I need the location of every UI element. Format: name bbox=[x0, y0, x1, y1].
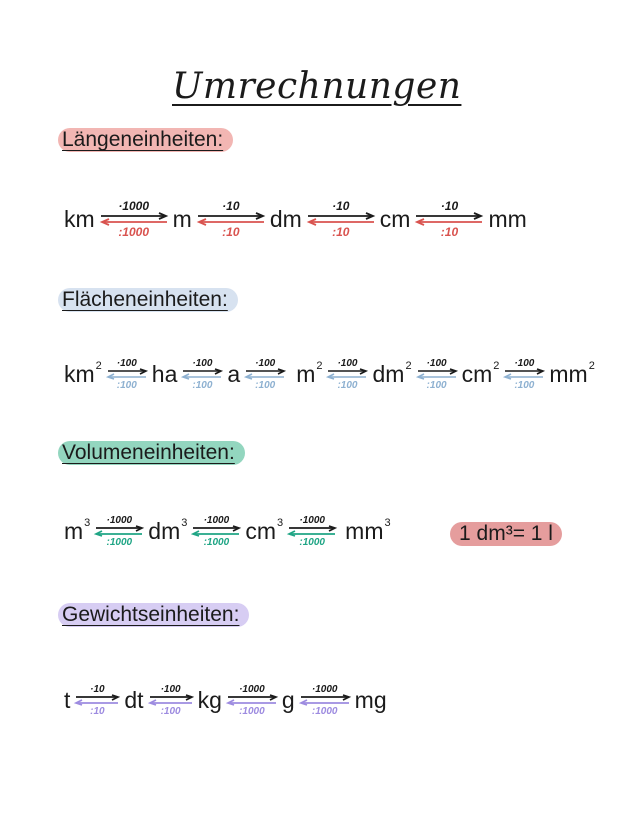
note-dm3-liter: 1 dm³= 1 l bbox=[450, 522, 562, 546]
factor-divide: :1000 bbox=[311, 706, 338, 717]
heading-length: Längeneinheiten: bbox=[58, 128, 233, 152]
converter-t-dt bbox=[74, 684, 120, 717]
unit-m2: $m^2$ bbox=[296, 360, 323, 387]
factor-divide: :100 bbox=[160, 706, 181, 717]
unit-ha: ha bbox=[151, 361, 178, 387]
factor-multiply: ·100 bbox=[426, 358, 447, 369]
factor-multiply: ·100 bbox=[192, 358, 213, 369]
factor-divide: :1000 bbox=[106, 537, 133, 548]
unit-mm: mm bbox=[488, 206, 527, 232]
factor-divide: :10 bbox=[440, 225, 459, 239]
double-arrow-icon bbox=[94, 526, 144, 536]
factor-divide: :1000 bbox=[299, 537, 325, 548]
unit-cm3: $cm^3$ bbox=[245, 517, 284, 544]
unit-mm2: $mm^2$ bbox=[549, 360, 595, 387]
unit-cm: cm bbox=[379, 206, 411, 232]
factor-divide: :1000 bbox=[203, 537, 230, 548]
factor-divide: :10 bbox=[90, 706, 105, 717]
factor-multiply: ·1000 bbox=[311, 684, 338, 695]
unit-cm2: $cm^2$ bbox=[461, 360, 500, 387]
factor-divide: :10 bbox=[332, 225, 350, 239]
double-arrow-icon bbox=[244, 369, 286, 379]
converter-cm2-mm2 bbox=[503, 358, 545, 391]
factor-multiply: ·10 bbox=[440, 199, 459, 213]
factor-multiply: ·10 bbox=[332, 199, 350, 213]
factor-divide: :100 bbox=[192, 380, 213, 391]
converter-m-dm bbox=[196, 200, 266, 239]
factor-divide: :100 bbox=[255, 380, 276, 391]
converter-dm-cm bbox=[306, 200, 376, 239]
factor-multiply: ·1000 bbox=[239, 684, 265, 695]
factor-multiply: ·10 bbox=[222, 199, 240, 213]
heading-area: Flächeneinheiten: bbox=[58, 288, 238, 312]
conversion-row-weight bbox=[62, 684, 389, 717]
double-arrow-icon bbox=[106, 369, 148, 379]
converter-dm3-cm3 bbox=[191, 515, 241, 548]
factor-multiply: ·1000 bbox=[203, 515, 230, 526]
converter-km2-ha bbox=[106, 358, 148, 391]
double-arrow-icon bbox=[191, 526, 241, 536]
converter-cm3-mm3 bbox=[287, 515, 337, 548]
factor-divide: :100 bbox=[514, 380, 535, 391]
converter-cm-mm bbox=[414, 200, 484, 239]
double-arrow-icon bbox=[196, 213, 266, 225]
unit-m: m bbox=[172, 206, 192, 232]
heading-weight: Gewichtseinheiten: bbox=[58, 603, 249, 627]
double-arrow-icon bbox=[306, 213, 376, 225]
factor-multiply: ·100 bbox=[514, 358, 535, 369]
double-arrow-icon bbox=[99, 213, 169, 225]
factor-multiply: ·100 bbox=[337, 358, 358, 369]
double-arrow-icon bbox=[416, 369, 458, 379]
unit-mg: mg bbox=[354, 687, 387, 713]
converter-ha-a bbox=[181, 358, 223, 391]
double-arrow-icon bbox=[326, 369, 368, 379]
factor-multiply: ·1000 bbox=[118, 199, 150, 213]
unit-dt: dt bbox=[124, 687, 144, 713]
converter-dm2-cm2 bbox=[416, 358, 458, 391]
page-title: Umrechnungen bbox=[172, 66, 462, 107]
factor-divide: :1000 bbox=[239, 706, 265, 717]
unit-dm2: $dm^2$ bbox=[372, 360, 412, 387]
converter-g-mg bbox=[299, 684, 351, 717]
factor-multiply: ·10 bbox=[90, 684, 105, 695]
unit-kg: kg bbox=[197, 687, 222, 713]
unit-dm: dm bbox=[269, 206, 302, 232]
unit-dm3: $dm^3$ bbox=[148, 517, 188, 544]
factor-multiply: ·1000 bbox=[106, 515, 133, 526]
converter-m2-dm2 bbox=[326, 358, 368, 391]
converter-km-m bbox=[99, 200, 169, 239]
double-arrow-icon bbox=[503, 369, 545, 379]
conversion-row-area bbox=[62, 358, 597, 391]
unit-km2: $km^2$ bbox=[64, 360, 102, 387]
factor-divide: :100 bbox=[426, 380, 447, 391]
converter-m3-dm3 bbox=[94, 515, 144, 548]
double-arrow-icon bbox=[414, 213, 484, 225]
unit-km: km bbox=[64, 206, 95, 232]
unit-t: t bbox=[64, 687, 71, 713]
double-arrow-icon bbox=[287, 526, 337, 536]
converter-kg-g bbox=[226, 684, 278, 717]
heading-volume: Volumeneinheiten: bbox=[58, 441, 245, 465]
conversion-row-length bbox=[62, 200, 529, 239]
unit-mm3: $mm^3$ bbox=[345, 517, 391, 544]
factor-multiply: ·100 bbox=[160, 684, 181, 695]
factor-multiply: ·100 bbox=[255, 358, 276, 369]
conversion-row-volume bbox=[62, 515, 393, 548]
unit-g: g bbox=[281, 687, 295, 713]
double-arrow-icon bbox=[181, 369, 223, 379]
converter-dt-kg bbox=[148, 684, 194, 717]
factor-divide: :1000 bbox=[118, 225, 150, 239]
double-arrow-icon bbox=[226, 695, 278, 705]
factor-divide: :10 bbox=[222, 225, 240, 239]
double-arrow-icon bbox=[148, 695, 194, 705]
unit-a: a bbox=[227, 361, 241, 387]
factor-divide: :100 bbox=[116, 380, 137, 391]
converter-a-m2 bbox=[244, 358, 286, 391]
factor-multiply: ·100 bbox=[116, 358, 137, 369]
double-arrow-icon bbox=[74, 695, 120, 705]
double-arrow-icon bbox=[299, 695, 351, 705]
unit-m3: $m^3$ bbox=[64, 517, 91, 544]
factor-multiply: ·1000 bbox=[299, 515, 325, 526]
factor-divide: :100 bbox=[337, 380, 358, 391]
